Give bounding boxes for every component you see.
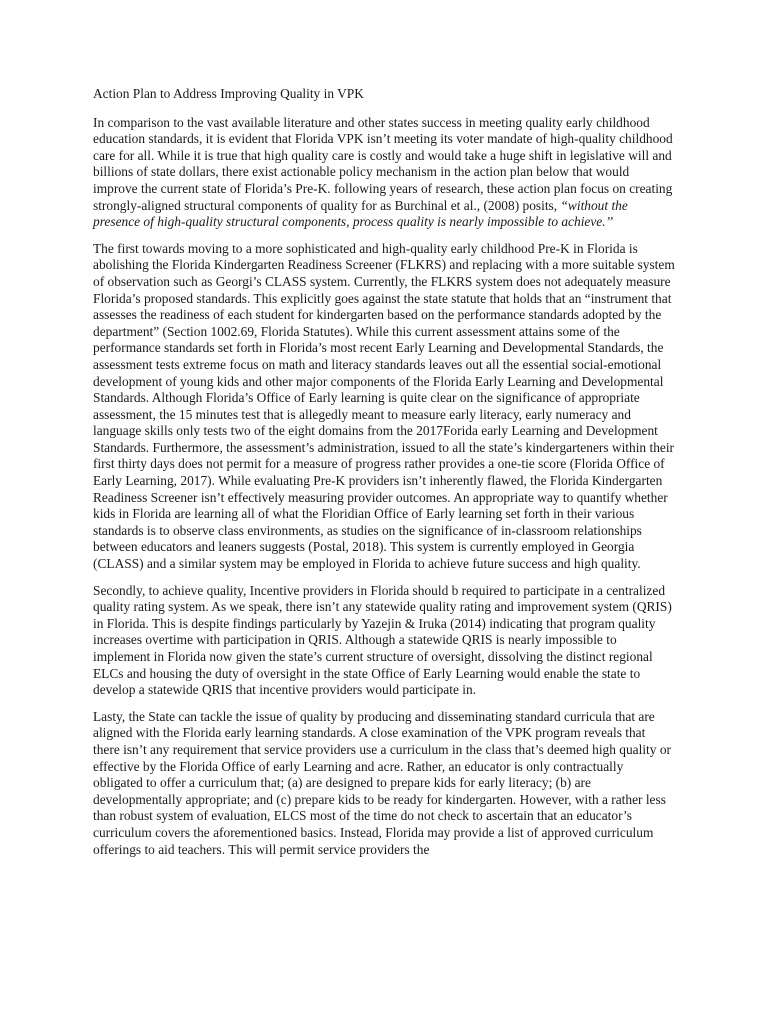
burchinal-quote: “without the presence of high-quality structural components, process quality is nearly impossible to achieve.’’ <box>93 197 628 230</box>
document-page <box>93 86 675 868</box>
paragraph-flkrs: The first towards moving to a more sophisticated and high-quality early childhood Pre-K in Florida is abolishing the Florida Kindergarten Readiness Screener (FLKRS) and replacing with a more suitable system of observation such as Georgi’s CLASS system. Currently, the FLKRS system does not adequately measure Florida’s proposed standards. This explicitly goes against the state statute that holds that an “instrument that assesses the readiness of each student for kindergarten based on the performance standards adopted by the department” (Section 1002.69, Florida Statutes). While this current assessment attains some of the performance standards set forth in Florida’s most recent Early Learning and Developmental Standards, the assessment tests extreme focus on math and literacy standards leaves out all the essential social-emotional development of young kids and other major components of the Florida Early Learning and Developmental Standards. Although Florida’s Office of Early learning is quite clear on the significance of appropriate assessment, the 15 minutes test that is allegedly meant to measure early literacy, early numeracy and language skills only tests two of the eight domains from the 2017Forida early Learning and Development Standards. Furthermore, the assessment’s administration, issued to all the state’s kindergarteners within their first thirty days does not permit for a measure of progress rather provides a one-tie score (Florida Office of Early Learning, 2017). While evaluating Pre-K providers isn’t inherently flawed, the Florida Kindergarten Readiness Screener isn’t effectively measuring provider outcomes. An appropriate way to quantify whether kids in Florida are learning all of what the Floridian Office of Early learning set forth in their various standards is to observe class environments, as studies on the significance of in-classroom relationships between educators and leaners suggests (Postal, 2018). This system is currently employed in Georgia (CLASS) and a similar system may be employed in Florida to achieve future success and high quality. <box>93 240 675 572</box>
document-title: Action Plan to Address Improving Quality in VPK <box>93 86 364 101</box>
paragraph-intro <box>93 115 675 231</box>
paragraph-qris: Secondly, to achieve quality, Incentive providers in Florida should b required to participate in a centralized quality rating system. As we speak, there isn’t any statewide quality rating and improvement system (QRIS) in Florida. This is despite findings particularly by Yazejin & Iruka (2014) indicating that program quality increases overtime with participation in QRIS. Although a statewide QRIS is nearly impossible to implement in Florida now given the state’s current structure of oversight, dissolving the distinct regional ELCs and housing the duty of oversight in the state Office of Early Learning would enable the state to develop a statewide QRIS that incentive providers would participate in. <box>93 582 672 698</box>
paragraph-intro-text: In comparison to the vast available literature and other states success in meeting quality early childhood education standards, it is evident that Florida VPK isn’t meeting its voter mandate of high-quality childhood care for all. While it is true that high quality care is costly and would take a huge shift in legislative will and billions of state dollars, there exist actionable policy mechanism in the action plan below that would improve the current state of Florida’s Pre-K. following years of research, these action plan focus on creating strongly-aligned structural components of quality for as Burchinal et al., (2008) posits, <box>93 114 673 213</box>
paragraph-curricula: Lasty, the State can tackle the issue of quality by producing and disseminating standard curricula that are aligned with the Florida early learning standards. A close examination of the VPK program reveals that there isn’t any requirement that service providers use a curriculum in the class that’s deemed high quality or effective by the Florida Office of early Learning and acre. Rather, an educator is only contractually obligated to offer a curriculum that; (a) are designed to prepare kids for early literacy; (b) are developmentally appropriate; and (c) prepare kids to be ready for kindergarten. However, with a rather less than robust system of evaluation, ELCS most of the time do not check to ascertain that an educator’s curriculum covers the aforementioned basics. Instead, Florida may provide a list of approved curriculum offerings to aid teachers. This will permit service providers the <box>93 708 671 857</box>
